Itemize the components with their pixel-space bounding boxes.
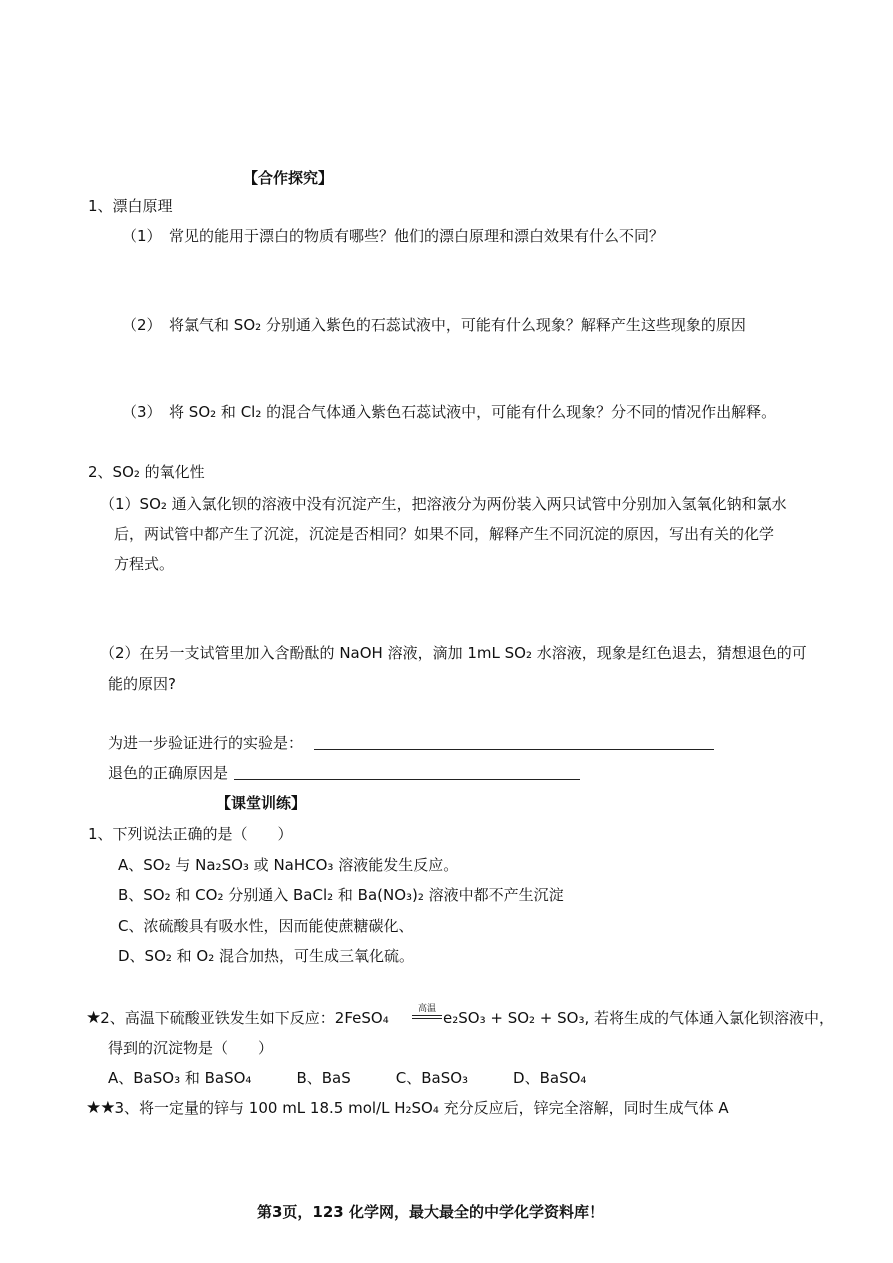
reaction-condition-arrow xyxy=(412,1004,442,1019)
heading-cooperative-inquiry: 【合作探究】 xyxy=(243,169,334,187)
question-1-3: （3） 将 SO₂ 和 Cl₂ 的混合气体通入紫色石蕊试液中，可能有什么现象？分不同的情况作出解释。 xyxy=(122,403,777,421)
question-2-2-line2: 能的原因? xyxy=(108,675,176,693)
page-footer: 第3页，123 化学网，最大最全的中学化学资料库！ xyxy=(257,1203,604,1221)
training-q2-options: A、BaSO₃ 和 BaSO₄ B、BaS C、BaSO₃ D、BaSO₄ xyxy=(108,1069,587,1087)
fade-reason-label: 退色的正确原因是 xyxy=(108,764,229,782)
training-q3-line1 xyxy=(86,1098,729,1118)
verify-experiment-label: 为进一步验证进行的实验是： xyxy=(108,734,304,752)
training-q1-option-d: D、SO₂ 和 O₂ 混合加热，可生成三氧化硫。 xyxy=(118,947,415,965)
question-2-2-line1: （2）在另一支试管里加入含酚酞的 NaOH 溶液，滴加 1mL SO₂ 水溶液，现象是红色退去，猜想退色的可 xyxy=(100,644,807,662)
fade-reason-blank xyxy=(234,779,580,780)
question-2-1-line2: 后，两试管中都产生了沉淀，沉淀是否相同？如果不同，解释产生不同沉淀的原因，写出有关的化学 xyxy=(114,525,775,543)
training-q1: 1、下列说法正确的是（ ） xyxy=(88,825,293,843)
training-q2-line2: 得到的沉淀物是（ ） xyxy=(108,1039,274,1057)
training-q1-option-b: B、SO₂ 和 CO₂ 分别通入 BaCl₂ 和 Ba(NO₃)₂ 溶液中都不产生沉淀 xyxy=(118,886,564,904)
question-1-2: （2） 将氯气和 SO₂ 分别通入紫色的石蕊试液中，可能有什么现象？解释产生这些现象的原因 xyxy=(122,316,746,334)
question-2-1-line1: （1）SO₂ 通入氯化钡的溶液中没有沉淀产生，把溶液分为两份装入两只试管中分别加入氢氧化钠和氯水 xyxy=(100,495,787,513)
training-q3-text: 3、将一定量的锌与 100 mL 18.5 mol/L H₂SO₄ 充分反应后，锌完全溶解，同时生成气体 A xyxy=(114,1099,729,1117)
heading-class-training: 【课堂训练】 xyxy=(216,794,307,812)
training-q2-prefix: 2、高温下硫酸亚铁发生如下反应：2FeSO₄ xyxy=(100,1009,389,1027)
training-q2-line1 xyxy=(86,1008,389,1028)
training-q2-suffix: e₂SO₃ + SO₂ + SO₃, 若将生成的气体通入氯化钡溶液中， xyxy=(443,1009,835,1027)
equals-sign-icon xyxy=(412,1015,442,1019)
verify-experiment-blank xyxy=(314,749,714,750)
question-1-1: （1） 常见的能用于漂白的物质有哪些？他们的漂白原理和漂白效果有什么不同？ xyxy=(122,227,665,245)
section2-title: 2、SO₂ 的氧化性 xyxy=(88,463,205,481)
section1-title: 1、漂白原理 xyxy=(88,197,173,215)
training-q1-option-c: C、浓硫酸具有吸水性，因而能使蔗糖碳化、 xyxy=(118,917,414,935)
question-2-1-line3: 方程式。 xyxy=(114,555,175,573)
reaction-condition-label: 高温 xyxy=(417,1004,436,1014)
difficulty-star-icon: ★ xyxy=(86,1008,101,1028)
training-q1-option-a: A、SO₂ 与 Na₂SO₃ 或 NaHCO₃ 溶液能发生反应。 xyxy=(118,856,459,874)
difficulty-stars-icon: ★★ xyxy=(86,1098,115,1118)
